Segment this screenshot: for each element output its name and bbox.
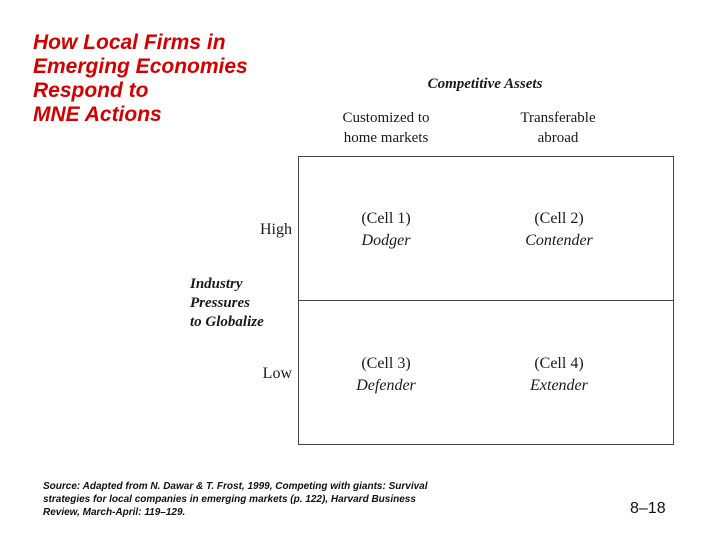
slide-number: 8–18 xyxy=(630,500,666,517)
column-header-transferable xyxy=(488,108,628,148)
cell-number: (Cell 2) xyxy=(534,210,584,227)
axis-label-line: Pressures xyxy=(190,295,251,311)
title-line: Emerging Economies xyxy=(33,55,248,78)
column-header-line: abroad xyxy=(537,130,579,146)
column-header-line: Transferable xyxy=(520,110,596,126)
cell-strategy-name: Contender xyxy=(525,232,593,249)
column-header-line: Customized to xyxy=(342,110,430,126)
row-label-low: Low xyxy=(262,365,292,382)
title-line: Respond to xyxy=(33,79,149,102)
cell-number: (Cell 3) xyxy=(361,355,411,372)
industry-pressures-axis-label xyxy=(190,275,300,332)
cell-strategy-name: Dodger xyxy=(361,232,411,249)
cell-strategy-name: Defender xyxy=(356,377,416,394)
slide-title xyxy=(33,31,303,127)
cell-dodger xyxy=(311,208,461,252)
cell-extender xyxy=(484,353,634,397)
cell-defender xyxy=(311,353,461,397)
column-header-line: home markets xyxy=(343,130,429,146)
title-line: How Local Firms in xyxy=(33,31,226,54)
cell-number: (Cell 4) xyxy=(534,355,584,372)
title-line: MNE Actions xyxy=(33,103,162,126)
cell-contender xyxy=(484,208,634,252)
axis-label-line: Industry xyxy=(190,276,243,292)
matrix-row-divider xyxy=(298,300,674,301)
column-header-customized xyxy=(316,108,456,148)
cell-strategy-name: Extender xyxy=(530,377,588,394)
competitive-assets-heading: Competitive Assets xyxy=(427,76,543,92)
axis-label-line: to Globalize xyxy=(190,314,264,330)
row-label-high: High xyxy=(260,221,292,238)
cell-number: (Cell 1) xyxy=(361,210,411,227)
source-citation: Source: Adapted from N. Dawar & T. Frost, 1999, Competing with giants: Survival strategies for local companies in emerging markets (p. 122), Harvard Business Review, March-April: 119–129. xyxy=(43,481,428,518)
